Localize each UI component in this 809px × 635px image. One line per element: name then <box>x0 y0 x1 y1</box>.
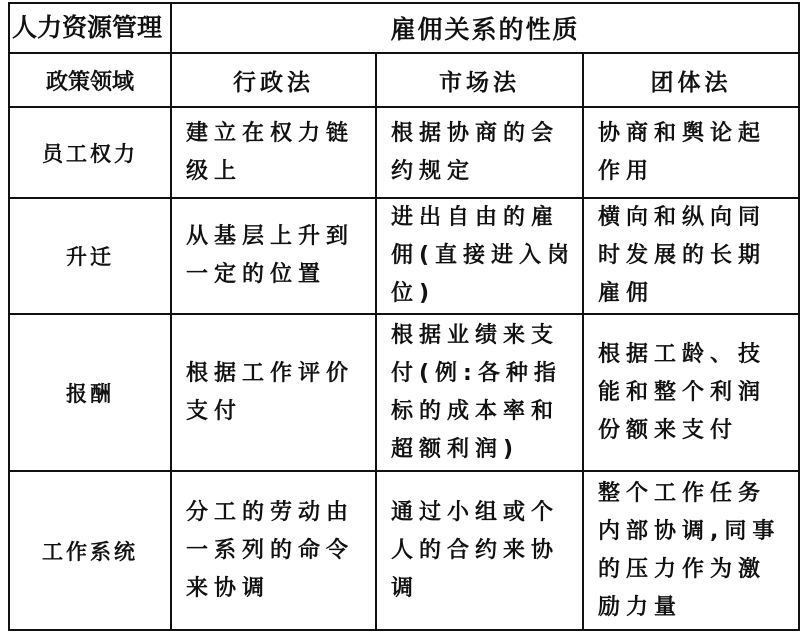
row-label-work-system: 工作系统 <box>9 471 171 630</box>
header-row-sub <box>9 53 799 107</box>
column-header-market: 市场法 <box>376 53 583 107</box>
table-cell: 根据工作评价支付 <box>171 314 376 471</box>
employment-relationship-table <box>8 2 800 631</box>
header-row-top <box>9 3 799 53</box>
table-cell: 根据协商的会约规定 <box>376 107 583 198</box>
table-cell: 建立在权力链级上 <box>171 107 376 198</box>
table-cell: 协商和舆论起作用 <box>583 107 799 198</box>
table-cell: 进出自由的雇佣(直接进入岗位) <box>376 198 583 314</box>
nature-group-header: 雇佣关系的性质 <box>171 3 799 53</box>
row-label-employee-power: 员工权力 <box>9 107 171 198</box>
table-cell: 通过小组或个人的合约来协调 <box>376 471 583 630</box>
row-label-compensation: 报酬 <box>9 314 171 471</box>
corner-header-bottom: 政策领域 <box>9 53 171 107</box>
table-cell: 根据业绩来支付(例:各种指标的成本率和超额利润) <box>376 314 583 471</box>
row-label-promotion: 升迁 <box>9 198 171 314</box>
table-cell: 根据工龄、技能和整个利润份额来支付 <box>583 314 799 471</box>
column-header-collective: 团体法 <box>583 53 799 107</box>
corner-header-top: 人力资源管理 <box>9 3 171 53</box>
table-row-compensation <box>9 314 799 471</box>
table-cell: 横向和纵向同时发展的长期雇佣 <box>583 198 799 314</box>
table-cell: 分工的劳动由一系列的命令来协调 <box>171 471 376 630</box>
table-row-work-system <box>9 471 799 630</box>
table-cell: 整个工作任务内部协调,同事的压力作为激励力量 <box>583 471 799 630</box>
table-row-promotion <box>9 198 799 314</box>
policy-table-page <box>8 2 798 627</box>
column-header-administrative: 行政法 <box>171 53 376 107</box>
table-cell: 从基层上升到一定的位置 <box>171 198 376 314</box>
table-row-employee-power <box>9 107 799 198</box>
